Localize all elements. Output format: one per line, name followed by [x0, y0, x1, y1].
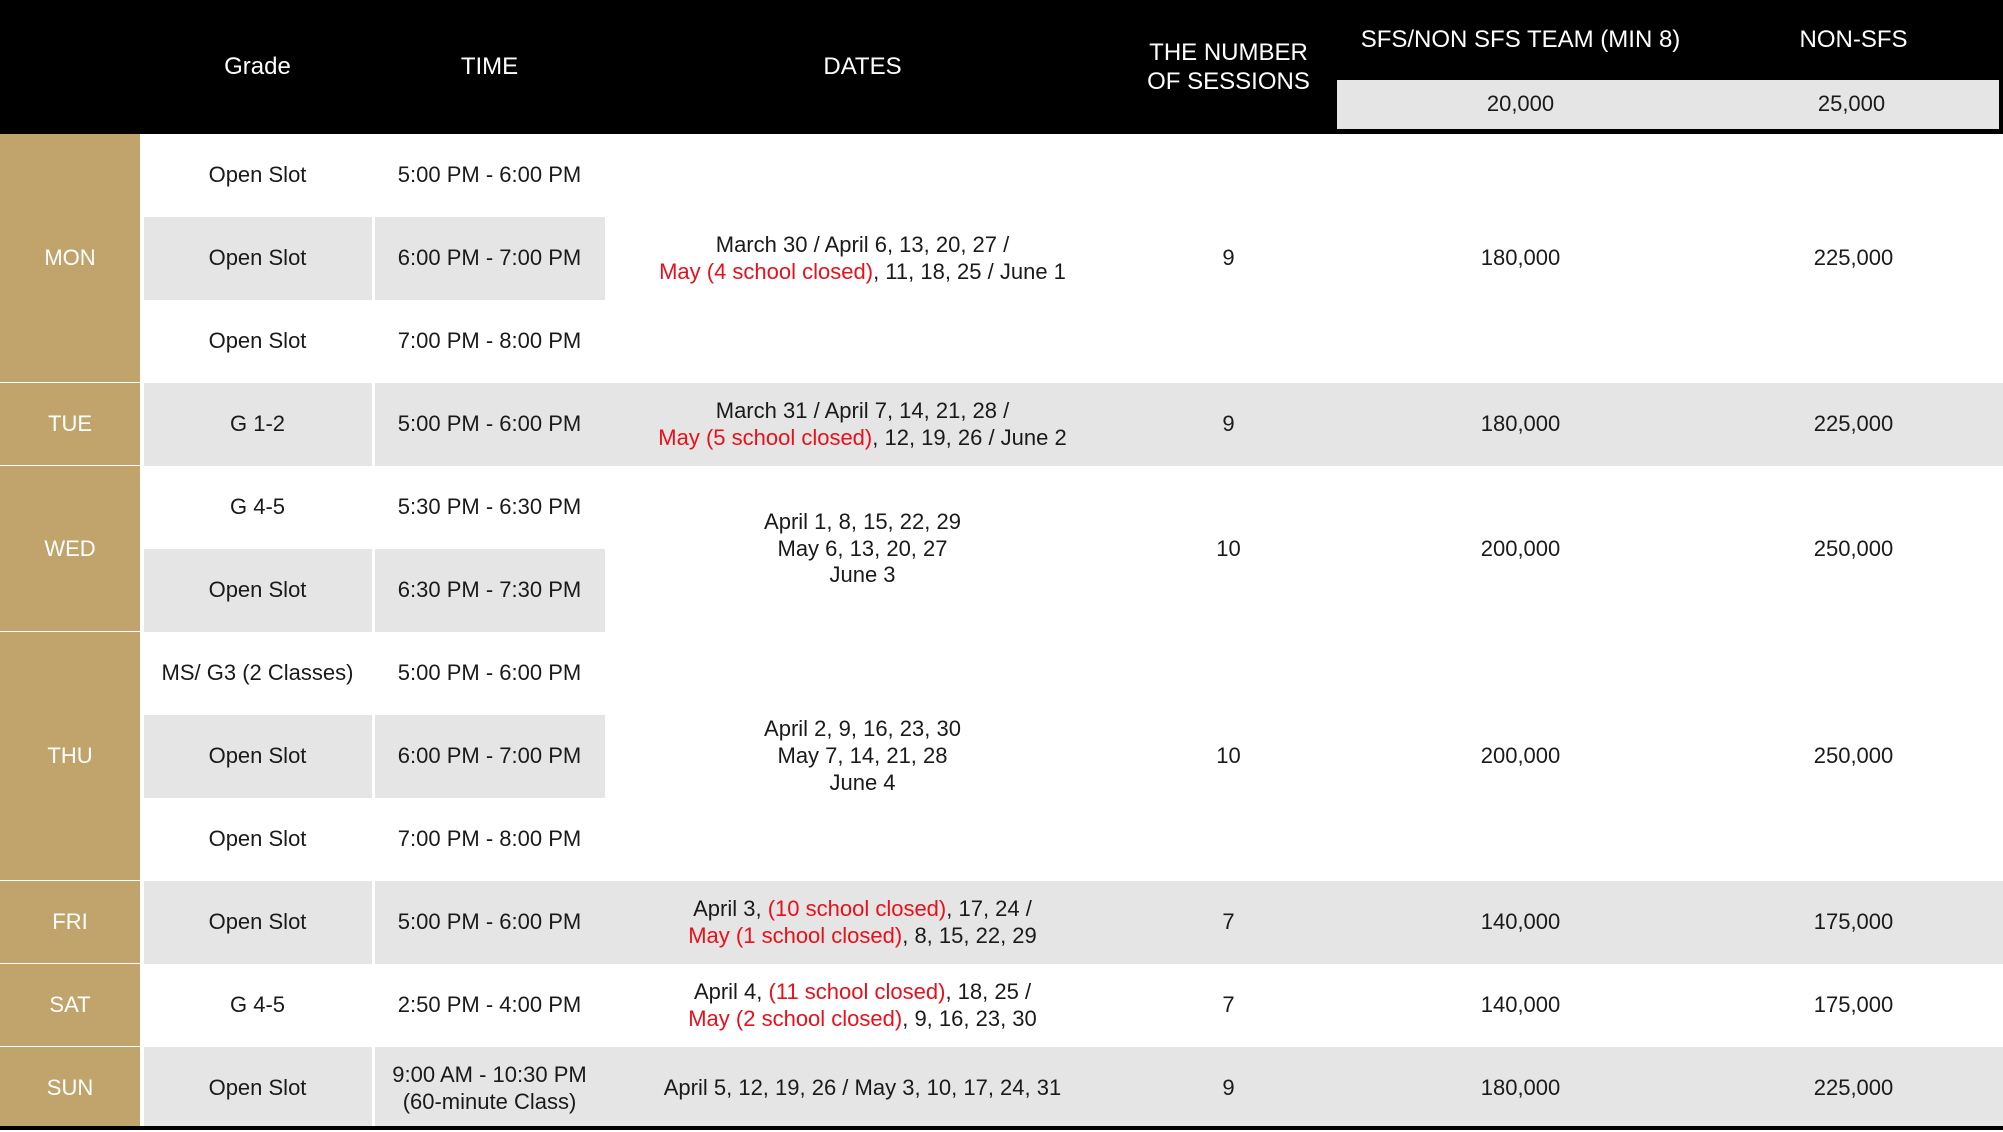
header-sfs: SFS/NON SFS TEAM (MIN 8) [1360, 26, 1681, 54]
dates-cell [605, 632, 1120, 881]
slot-time: 2:50 PM - 4:00 PM [397, 992, 582, 1018]
dates-line [716, 232, 1010, 259]
dates-cell [605, 134, 1120, 383]
dates-line [688, 1006, 1037, 1033]
sfs-price: 140,000 [1480, 992, 1561, 1018]
sessions-count: 9 [1222, 1075, 1235, 1101]
dates-text: , 18, 25 / [945, 978, 1032, 1004]
dates-text: April 3, [693, 895, 768, 921]
sessions-count: 10 [1216, 743, 1241, 769]
nonsfs-price: 175,000 [1813, 909, 1894, 935]
dates-line [694, 979, 1031, 1006]
dates-text: , 17, 24 / [946, 895, 1032, 921]
nonsfs-rate: 25,000 [1704, 80, 1999, 129]
header-grade: Grade [224, 53, 291, 81]
day-label: WED [0, 466, 140, 632]
sessions-count: 7 [1222, 909, 1235, 935]
slot-grade: Open Slot [141, 715, 374, 798]
header-nonsfs: NON-SFS [1799, 26, 1908, 54]
closed-note: May (5 school closed) [658, 424, 873, 450]
dates-line [778, 743, 948, 770]
dates-cell [605, 1047, 1120, 1130]
dates-text: April 4, [693, 978, 769, 1004]
sfs-price: 200,000 [1480, 535, 1561, 561]
sessions-count: 9 [1222, 411, 1235, 437]
nonsfs-price: 250,000 [1813, 535, 1894, 561]
header-dates: DATES [823, 53, 902, 81]
dates-text: April 2, 9, 16, 23, 30 [764, 716, 961, 742]
slot-time: 7:00 PM - 8:00 PM [397, 328, 582, 354]
day-label: TUE [0, 383, 140, 466]
slot-grade: G 4-5 [229, 992, 286, 1018]
nonsfs-price: 175,000 [1813, 992, 1894, 1018]
sfs-price: 180,000 [1480, 245, 1561, 271]
slot-grade: MS/ G3 (2 Classes) [161, 660, 354, 686]
slot-time: 5:00 PM - 6:00 PM [397, 909, 582, 935]
dates-line [764, 509, 961, 536]
dates-cell [605, 964, 1120, 1047]
dates-text: March 30 / April 6, 13, 20, 27 / [715, 231, 1010, 257]
dates-line [716, 398, 1010, 425]
sfs-price: 140,000 [1480, 909, 1561, 935]
sessions-count: 9 [1222, 245, 1235, 271]
day-label: SUN [0, 1047, 140, 1130]
sfs-rate: 20,000 [1337, 80, 1704, 129]
dates-line [658, 425, 1066, 452]
dates-line [659, 259, 1066, 286]
dates-text: , 9, 16, 23, 30 [902, 1005, 1037, 1031]
dates-line [829, 562, 895, 589]
dates-text: April 5, 12, 19, 26 / May 3, 10, 17, 24, 31 [663, 1075, 1062, 1101]
dates-cell [605, 466, 1120, 632]
closed-note: (11 school closed) [768, 978, 946, 1004]
slot-time: 5:00 PM - 6:00 PM [397, 411, 582, 437]
sessions-count: 7 [1222, 992, 1235, 1018]
closed-note: May (4 school closed) [659, 258, 874, 284]
dates-text: June 4 [829, 769, 896, 795]
dates-text: , 12, 19, 26 / June 2 [872, 424, 1067, 450]
slot-grade: Open Slot [208, 162, 307, 188]
header-time: TIME [460, 53, 519, 81]
slot-time: 9:00 AM - 10:30 PM (60-minute Class) [392, 1061, 587, 1114]
slot-grade: G 4-5 [229, 494, 286, 520]
dates-text: March 31 / April 7, 14, 21, 28 / [715, 397, 1010, 423]
dates-line [764, 716, 961, 743]
sfs-price: 180,000 [1480, 411, 1561, 437]
slot-grade: Open Slot [208, 909, 307, 935]
dates-text: , 11, 18, 25 / June 1 [873, 258, 1066, 284]
slot-time: 6:00 PM - 7:00 PM [374, 217, 605, 300]
slot-grade: Open Slot [208, 328, 307, 354]
slot-grade: Open Slot [208, 1075, 307, 1101]
bottom-rule [0, 1126, 2003, 1130]
dates-line [778, 536, 948, 563]
nonsfs-price: 225,000 [1813, 245, 1894, 271]
dates-cell [605, 383, 1120, 466]
sessions-count: 10 [1216, 535, 1241, 561]
slot-time: 5:00 PM - 6:00 PM [397, 660, 582, 686]
closed-note: May (2 school closed) [688, 1005, 903, 1031]
day-label: SAT [0, 964, 140, 1047]
closed-note: (10 school closed) [767, 895, 947, 921]
sfs-price: 180,000 [1480, 1075, 1561, 1101]
dates-text: May 7, 14, 21, 28 [777, 743, 948, 769]
header-sessions: THE NUMBER OF SESSIONS [1147, 38, 1310, 95]
slot-grade: Open Slot [141, 549, 374, 632]
nonsfs-price: 225,000 [1813, 1075, 1894, 1101]
dates-text: June 3 [829, 562, 896, 588]
column-separator [141, 134, 144, 1130]
dates-line [693, 896, 1032, 923]
dates-line [664, 1075, 1061, 1102]
dates-text: May 6, 13, 20, 27 [777, 535, 948, 561]
slot-time: 5:30 PM - 6:30 PM [397, 494, 582, 520]
nonsfs-price: 250,000 [1813, 743, 1894, 769]
day-label: FRI [0, 881, 140, 964]
dates-line [688, 923, 1037, 950]
slot-time: 7:00 PM - 8:00 PM [397, 826, 582, 852]
slot-time: 5:00 PM - 6:00 PM [397, 162, 582, 188]
nonsfs-price: 225,000 [1813, 411, 1894, 437]
column-separator [372, 134, 375, 1130]
day-label: THU [0, 632, 140, 881]
slot-grade: G 1-2 [229, 411, 286, 437]
slot-grade: Open Slot [141, 217, 374, 300]
dates-cell [605, 881, 1120, 964]
closed-note: May (1 school closed) [688, 922, 903, 948]
dates-text: April 1, 8, 15, 22, 29 [764, 508, 961, 534]
slot-time: 6:30 PM - 7:30 PM [374, 549, 605, 632]
sfs-price: 200,000 [1480, 743, 1561, 769]
slot-grade: Open Slot [208, 826, 307, 852]
slot-time: 6:00 PM - 7:00 PM [374, 715, 605, 798]
day-label: MON [0, 134, 140, 383]
dates-text: , 8, 15, 22, 29 [902, 922, 1037, 948]
dates-line [829, 770, 895, 797]
